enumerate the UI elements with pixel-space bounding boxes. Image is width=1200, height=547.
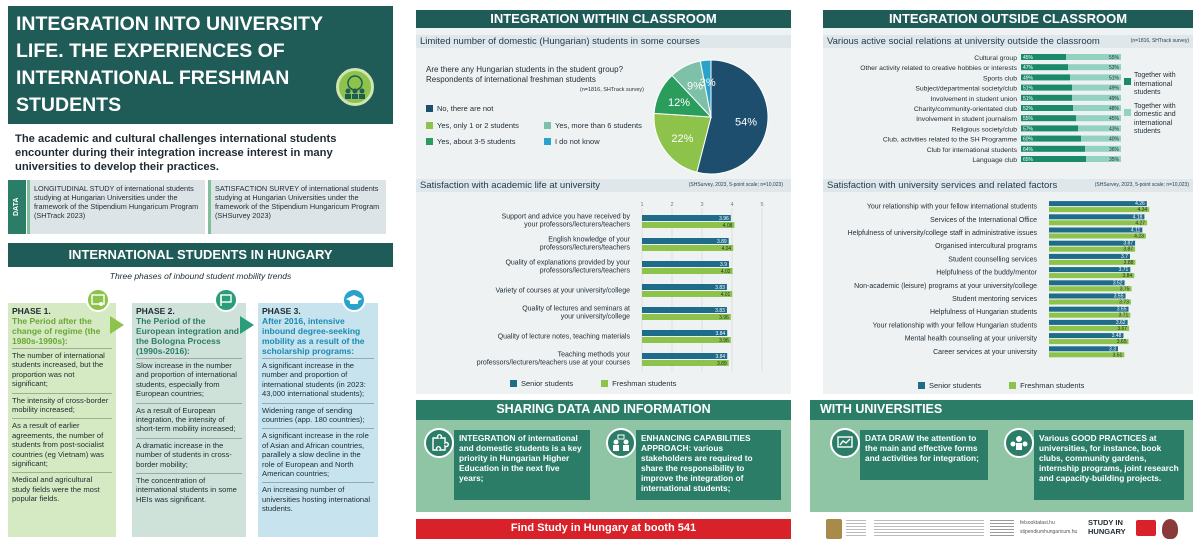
bar-freshman (642, 245, 733, 251)
bar-senior (642, 261, 729, 267)
academic-bar-chart (416, 196, 791, 376)
legend-label: Yes, only 1 or 2 students (437, 121, 519, 130)
legend-swatch (1124, 109, 1131, 116)
services-subtitle (823, 179, 1193, 192)
services-title: Satisfaction with university services and related factors (827, 180, 1058, 191)
bar-freshman (642, 360, 729, 366)
hu-section-subtitle: Three phases of inbound student mobility trends (109, 271, 292, 281)
bar-senior (1049, 241, 1135, 246)
bar-senior (642, 307, 727, 313)
arrow-right-icon (110, 316, 124, 334)
category-label: Helpfulness of university/college staff in administrative issues (847, 230, 1037, 237)
category-label: Student mentoring services (952, 296, 1037, 303)
bar-value-label: 3.84 (1122, 273, 1133, 280)
bar-senior (1049, 254, 1130, 259)
bar-value-label: 40% (1108, 136, 1119, 143)
bar-senior (642, 353, 727, 359)
category-label: Quality of lecture notes, teaching materials (497, 333, 630, 341)
legend-item (426, 104, 493, 113)
legend-swatch (1009, 382, 1016, 389)
bar-value-label: 4.02 (720, 269, 731, 275)
academic-legend (510, 379, 770, 388)
legend-swatch (426, 138, 433, 145)
category-label: your professors/lecturers/teachers (524, 221, 630, 229)
footer-fineprint-2 (874, 520, 984, 536)
category-label: professors/lecturers/teachers (539, 244, 630, 252)
services-legend (918, 381, 1178, 390)
bar-value-label: 3.7 (1121, 253, 1128, 260)
bar-value-label: 3.83 (715, 308, 725, 314)
bar-value-label: 3.96 (719, 216, 729, 222)
category-label: Subject/departmental society/club (915, 85, 1017, 93)
category-label: Helpfulness of the buddy/mentor (936, 269, 1037, 277)
axis-tick-label: 4 (730, 202, 734, 208)
legend-item (426, 121, 519, 130)
list-item: As a result of earlier agreements, the number of students from post-socialist countries (eg Vietnam) was significant; (12, 418, 112, 470)
phase-2-box (132, 303, 246, 537)
services-note: (SHSurvey, 2023, 5-point scale; n=10,023) (1094, 182, 1189, 188)
crest-logo (1162, 519, 1178, 539)
category-label: Sports club (982, 75, 1017, 83)
puzzle-icon (424, 428, 454, 458)
bar-value-label: 3.73 (1119, 299, 1129, 306)
category-label: Teaching methods your (557, 351, 630, 359)
phase-1-label: PHASE 1. (12, 306, 51, 316)
bar-freshman (642, 222, 734, 228)
category-label: professors/lecturers/teachers use at your courses (476, 359, 630, 367)
legend-swatch (918, 382, 925, 389)
pie-data-label: 3% (699, 76, 716, 89)
bar-value-label: 3.62 (1115, 319, 1126, 326)
footer-fineprint-1 (846, 520, 866, 536)
bar-value-label: 55% (1023, 116, 1034, 123)
withu-card-practices: Various GOOD PRACTICES at universities, for instance, book clubs, community gardens, internship programs, joint research and capacity-building projects. (1034, 430, 1184, 500)
bar-freshman (642, 291, 732, 297)
page-title: INTEGRATION INTO UNIVERSITY LIFE. THE EXPERIENCES OF INTERNATIONAL FRESHMAN STUDENTS (16, 13, 323, 116)
pie-data-label: 54% (735, 116, 758, 129)
bar-value-label: 45% (1023, 55, 1034, 61)
legend-swatch (1124, 78, 1131, 85)
category-label: Other activity related to creative hobbies or interests (860, 65, 1017, 73)
bar-value-label: 4.04 (721, 246, 732, 252)
category-label: Non-academic (leisure) programs at your university/college (854, 282, 1037, 290)
ministry-logo (826, 519, 842, 539)
bar-freshman (642, 314, 731, 320)
data-source-shtrack: LONGITUDINAL STUDY of international students studying at Hungarian Universities under the framework of the Stipendium Hungaricum Program (SHTrack 2023) (27, 180, 205, 234)
bar-value-label: 49% (1108, 95, 1119, 102)
pie-data-label: 22% (671, 132, 694, 145)
bar-value-label: 64% (1023, 146, 1034, 153)
bar-value-label: 4.08 (722, 223, 733, 229)
bar-value-label: 55% (1108, 55, 1119, 61)
bar-value-label: 60% (1023, 136, 1034, 143)
bar-value-label: 3.67 (1117, 325, 1128, 332)
bar-value-label: 3.51 (1112, 352, 1123, 359)
category-label: Student counselling services (948, 256, 1037, 264)
bar-value-label: 3.65 (1116, 339, 1127, 346)
pie-data-label: 12% (668, 96, 691, 109)
booth-text: Find Study in Hungary at booth 541 (510, 522, 697, 534)
bar-value-label: 57% (1023, 126, 1034, 133)
bar-value-label: 3.87 (1123, 246, 1134, 253)
bar-value-label: 36% (1108, 146, 1119, 153)
category-label: Involvement in student journalism (916, 116, 1017, 124)
category-label: Club, activities related to the SH Programme (882, 136, 1017, 144)
category-label: your university/college (560, 313, 630, 321)
list-item: A significant increase in the role of Asian and African countries, parallely a slow decline in the role of European and North American countries; (262, 428, 374, 480)
satisfaction-academic-note: (SHSurvey, 2023, 5-point scale; n=10,023) (688, 182, 783, 188)
legend-item (544, 121, 642, 130)
bar-freshman (642, 337, 731, 343)
phase-3-list (262, 358, 374, 516)
sharing-card-capabilities: ENHANCING CAPABILITIES APPROACH: various stakeholders are required to share the responsibility to improve the integration of international students; (636, 430, 781, 500)
satisfaction-academic-title: Satisfaction with academic life at university (420, 180, 601, 191)
legend-label: No, there are not (437, 104, 494, 113)
legend-item (918, 381, 981, 390)
legend-label: Yes, more than 6 students (555, 121, 642, 130)
bar-value-label: 3.75 (1119, 286, 1130, 293)
phase-1-list (12, 348, 112, 506)
bar-senior (1049, 346, 1118, 351)
category-label: Cultural group (974, 55, 1017, 62)
axis-tick-label: 2 (670, 202, 674, 208)
people-globe-icon (336, 68, 374, 106)
bar-value-label: 3.71 (1118, 267, 1129, 274)
list-item: The concentration of international students in some HEIs was significant. (136, 473, 242, 506)
legend-item (1124, 72, 1190, 98)
bar-value-label: 53% (1108, 65, 1119, 72)
pie-note: (n=1816, SHTrack survey) (579, 87, 644, 93)
bar-value-label: 3.89 (716, 361, 727, 367)
list-item: Slow increase in the number and proportion of international students, especially from European countries; (136, 358, 242, 401)
legend-item (1009, 381, 1084, 390)
bar-freshman (1049, 234, 1146, 239)
category-label: Quality of explanations provided by your (505, 259, 630, 267)
legend-label: Freshman students (612, 379, 677, 388)
bar-value-label: 3.71 (1118, 312, 1129, 319)
hu-section-title: INTERNATIONAL STUDENTS IN HUNGARY (68, 247, 333, 262)
within-title: INTEGRATION WITHIN CLASSROOM (416, 10, 791, 28)
legend-swatch (426, 105, 433, 112)
stakeholders-icon (606, 428, 636, 458)
bar-freshman (1049, 273, 1134, 278)
satisfaction-academic-subtitle (416, 179, 791, 192)
legend-label: Together with domestic and international students (1134, 102, 1176, 135)
bar-value-label: 3.84 (715, 331, 726, 337)
bar-senior (642, 284, 727, 290)
data-source-shsurvey: SATISFACTION SURVEY of international students studying at Hungarian Universities under the framework of the Stipendium Hungaricum Program (SHSurvey 2023) (208, 180, 386, 234)
social-subtitle (823, 35, 1193, 48)
bar-value-label: 3.52 (1112, 280, 1123, 287)
category-label: Involvement in student union (930, 95, 1017, 103)
bar-value-label: 52% (1023, 106, 1034, 112)
bar-value-label: 3.55 (1113, 293, 1124, 300)
category-label: Mental health counseling at your university (904, 335, 1037, 343)
analytics-icon (830, 428, 860, 458)
bar-value-label: 35% (1108, 157, 1119, 163)
list-item: Widening range of sending countries (app. 180 countries); (262, 403, 374, 427)
bar-value-label: 3.9 (720, 262, 727, 268)
legend-swatch (601, 380, 608, 387)
phase-1-box (8, 303, 116, 537)
bar-senior (1049, 228, 1142, 233)
category-label: Your relationship with your fellow international students (866, 203, 1037, 211)
bar-value-label: 3.48 (1111, 333, 1122, 340)
bar-value-label: 3.87 (1123, 240, 1134, 247)
phase-2-list (136, 358, 242, 506)
bar-senior (642, 215, 731, 221)
footer-tag-1[interactable]: felsooktatasi.hu (1020, 520, 1055, 526)
bar-freshman (1049, 207, 1149, 212)
legend-item (601, 379, 676, 388)
category-label: Religious society/club (951, 126, 1017, 134)
category-label: Charity/community-orientated club (913, 106, 1017, 113)
axis-tick-label: 1 (640, 202, 644, 208)
legend-swatch (544, 122, 551, 129)
bar-value-label: 47% (1023, 65, 1034, 72)
pie-chart (647, 58, 775, 176)
axis-tick-label: 3 (700, 202, 704, 208)
bar-value-label: 3.83 (715, 285, 725, 291)
bar-value-label: 49% (1108, 85, 1119, 92)
legend-swatch (510, 380, 517, 387)
data-sources-label: DATA (8, 180, 26, 234)
legend-label: I do not know (555, 137, 600, 146)
axis-tick-label: 5 (760, 202, 764, 208)
legend-label: Freshman students (1020, 381, 1085, 390)
list-item: Medical and agricultural study fields were the most popular fields. (12, 472, 112, 505)
bar-value-label: 51% (1108, 75, 1119, 82)
category-label: Career services at your university (933, 348, 1037, 356)
legend-item (1124, 103, 1190, 137)
list-item: The number of international students increased, but the proportion was not significant; (12, 348, 112, 391)
list-item: The intensity of cross-border mobility increased; (12, 393, 112, 417)
bar-value-label: 45% (1108, 116, 1119, 123)
intro-text: The academic and cultural challenges international students encounter during their integration increase interest in many universities to develop their practices. (15, 133, 337, 173)
category-label: Services of the International Office (930, 216, 1037, 224)
bar-value-label: 3.96 (719, 338, 729, 344)
phase-1-title: The Period after the change of regime (the 1980s-1990s): (12, 316, 101, 346)
certificate-icon (86, 288, 110, 312)
legend-label: Senior students (521, 379, 574, 388)
bar-value-label: 51% (1023, 85, 1034, 92)
bar-senior (1049, 201, 1147, 206)
bar-senior (1049, 214, 1144, 219)
legend-label: Senior students (929, 381, 982, 390)
tempus-logo (990, 520, 1014, 536)
phase-3-label: PHASE 3. (262, 306, 301, 316)
bar-value-label: 3.65 (1116, 306, 1127, 313)
social-note: (n=1816, SHTrack survey) (1130, 38, 1189, 44)
phase-2-label: PHASE 2. (136, 306, 175, 316)
pie-subtitle: Limited number of domestic (Hungarian) students in some courses (416, 35, 791, 48)
bar-value-label: 3.96 (719, 315, 729, 321)
phase-3-title: After 2016, intensive inbound degree-seeking mobility as a result of the scholarship programs: (262, 316, 365, 356)
graduation-cap-icon (342, 288, 366, 312)
bar-value-label: 4.18 (1132, 214, 1143, 221)
bar-value-label: 43% (1108, 126, 1119, 133)
bar-value-label: 48% (1108, 106, 1119, 112)
category-label: Helpfulness of Hungarian students (929, 309, 1037, 317)
sharing-title: SHARING DATA AND INFORMATION (496, 402, 711, 416)
bar-freshman (1049, 247, 1135, 252)
bar-value-label: 3.88 (1123, 259, 1134, 266)
legend-item (426, 137, 516, 146)
pie-legend (426, 104, 666, 148)
phase-2-title: The Period of the European integration and the Bologna Process (1990s-2016): (136, 316, 239, 356)
phase-3-box (258, 303, 378, 537)
category-label: Organised intercultural programs (935, 243, 1037, 251)
bar-freshman (1049, 220, 1147, 225)
bar-freshman (1049, 260, 1135, 265)
category-label: Language club (972, 157, 1017, 164)
list-item: A significant increase in the number and proportion of international students (in 2023: 43,000 international students); (262, 358, 374, 401)
legend-item (544, 137, 600, 146)
bar-senior (642, 330, 727, 336)
legend-item (510, 379, 573, 388)
bar-value-label: 3.89 (716, 239, 727, 245)
withu-title: WITH UNIVERSITIES (820, 402, 943, 416)
category-label: Club for international students (926, 146, 1017, 154)
arrow-right-icon (240, 316, 254, 334)
category-label: Your relationship with your fellow Hungarian students (872, 322, 1037, 330)
bar-freshman (642, 268, 733, 274)
legend-label: Yes, about 3-5 students (437, 137, 516, 146)
bar-value-label: 3.3 (1109, 346, 1116, 353)
pie-data-label: 9% (687, 80, 703, 93)
category-label: Quality of lectures and seminars at (522, 305, 630, 313)
social-legend (1124, 72, 1190, 137)
list-item: As a result of European integration, the intensity of short-term mobility increased; (136, 403, 242, 436)
services-bar-chart (823, 196, 1193, 376)
bar-value-label: 4.27 (1135, 220, 1146, 227)
legend-swatch (544, 138, 551, 145)
bar-value-label: 4.11 (1130, 227, 1141, 234)
footer-logos (820, 517, 1192, 543)
anniversary-logo (1136, 520, 1156, 536)
list-item: A dramatic increase in the number of students in cross-border mobility; (136, 438, 242, 471)
bar-value-label: 65% (1023, 157, 1034, 163)
bar-value-label: 51% (1023, 95, 1034, 102)
community-icon (1004, 428, 1034, 458)
withu-card-data: DATA DRAW the attention to the main and effective forms and activities for integration; (860, 430, 988, 480)
sharing-card-integration: INTEGRATION of international and domestic students is a key priority in Hungarian Higher Education in the next five years; (454, 430, 590, 500)
list-item: An increasing number of universities hosting international students. (262, 482, 374, 515)
bar-value-label: 4.23 (1134, 233, 1144, 240)
bar-value-label: 4.26 (1135, 201, 1145, 208)
social-bar-chart (823, 50, 1123, 172)
bar-senior (642, 238, 729, 244)
flag-icon (214, 288, 238, 312)
footer-tag-2[interactable]: stipendiumhungaricum.hu (1020, 529, 1078, 535)
category-label: English knowledge of your (548, 236, 630, 244)
bar-value-label: 49% (1023, 75, 1034, 82)
bar-value-label: 4.01 (720, 292, 731, 298)
study-in-hungary-logo: STUDY IN HUNGARY (1088, 518, 1126, 536)
category-label: Support and advice you have received by (501, 213, 630, 221)
pie-question: Are there any Hungarian students in the student group? Respondents of international freshman students (426, 65, 624, 84)
legend-label: Together with international students (1134, 72, 1176, 96)
bar-value-label: 3.84 (715, 354, 726, 360)
category-label: professors/lecturers/teachers (539, 267, 630, 275)
bar-value-label: 4.34 (1137, 207, 1148, 214)
outside-title: INTEGRATION OUTSIDE CLASSROOM (823, 10, 1193, 28)
social-title: Various active social relations at university outside the classroom (827, 36, 1100, 47)
legend-swatch (426, 122, 433, 129)
category-label: Variety of courses at your university/college (495, 287, 630, 295)
